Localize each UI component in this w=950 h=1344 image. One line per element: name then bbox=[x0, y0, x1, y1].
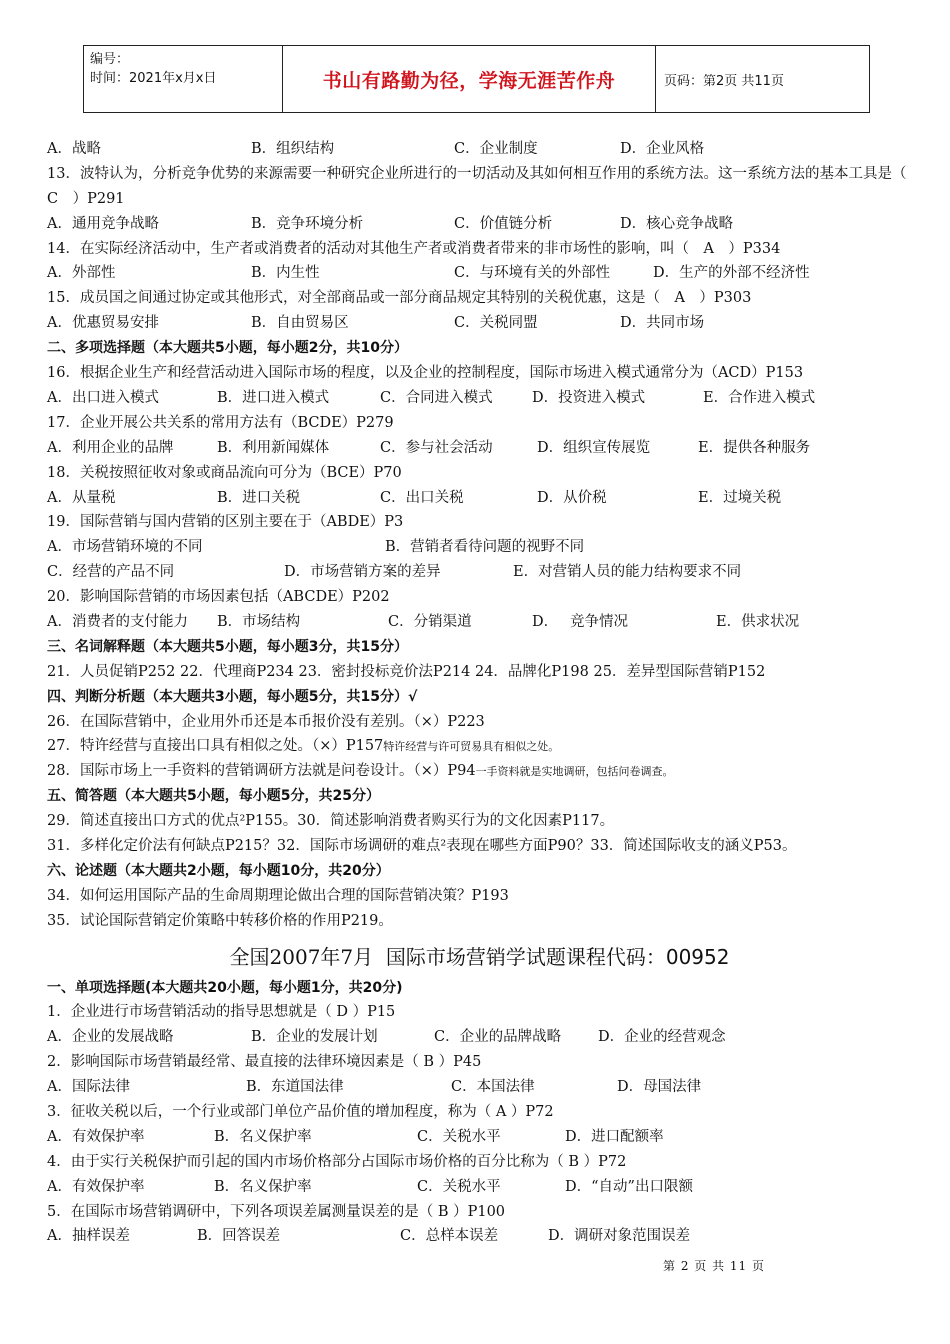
option-a: A．企业的发展战略 bbox=[47, 1029, 174, 1046]
option-c: C．价值链分析 bbox=[454, 215, 553, 232]
option-c: C．合同进入模式 bbox=[380, 389, 493, 406]
option-b: B．企业的发展计划 bbox=[251, 1029, 378, 1046]
option-row bbox=[47, 386, 912, 411]
question-21-25: 21．人员促销P252 22．代理商P234 23．密封投标竞价法P214 24．品牌化P198 25．差异型国际营销P152 bbox=[47, 663, 766, 680]
option-b: B．东道国法律 bbox=[246, 1079, 344, 1096]
option-b: B．利用新闻媒体 bbox=[217, 439, 330, 456]
option-a: A．利用企业的品牌 bbox=[47, 439, 174, 456]
option-a: A．通用竞争战略 bbox=[47, 215, 159, 232]
header-page-info: 页码：第2页 共11页 bbox=[664, 73, 784, 89]
option-row bbox=[47, 560, 912, 585]
option-c: C．关税同盟 bbox=[454, 315, 538, 332]
option-row bbox=[47, 1075, 912, 1100]
option-c: C．总样本误差 bbox=[400, 1228, 499, 1245]
option-row bbox=[47, 436, 912, 461]
section-heading: 二、多项选择题（本大题共5小题，每小题2分，共10分） bbox=[47, 340, 408, 357]
option-e: E．对营销人员的能力结构要求不同 bbox=[513, 564, 742, 581]
option-a: A．消费者的支付能力 bbox=[47, 613, 188, 630]
question-b3: 3．征收关税以后，一个行业或部门单位产品价值的增加程度，称为（ A ）P72 bbox=[47, 1103, 554, 1120]
option-a: A．外部性 bbox=[47, 265, 116, 282]
option-b: B．名义保护率 bbox=[214, 1128, 312, 1145]
question-28-text: 28．国际市场上一手资料的营销调研方法就是问卷设计。（×）P94 bbox=[47, 763, 476, 780]
option-row bbox=[47, 311, 912, 336]
option-d: D．投资进入模式 bbox=[532, 389, 646, 406]
option-a: A．从量税 bbox=[47, 489, 116, 506]
option-c: C．关税水平 bbox=[417, 1178, 501, 1195]
option-b: B．回答误差 bbox=[197, 1228, 281, 1245]
question-26: 26．在国际营销中，企业用外币还是本币报价没有差别。（×）P223 bbox=[47, 713, 485, 730]
section-heading: 四、判断分析题（本大题共3小题，每小题5分，共15分）√ bbox=[47, 688, 418, 705]
option-b: B．进口进入模式 bbox=[217, 389, 330, 406]
option-d: D．进口配额率 bbox=[565, 1128, 664, 1145]
option-row bbox=[47, 212, 912, 237]
option-d: D．“自动”出口限额 bbox=[565, 1178, 693, 1195]
question-b1: 1．企业进行市场营销活动的指导思想就是（ D ）P15 bbox=[47, 1004, 396, 1021]
option-d: D．生产的外部不经济性 bbox=[653, 265, 810, 282]
option-d: D．核心竞争战略 bbox=[620, 215, 734, 232]
option-d: D．企业的经营观念 bbox=[598, 1029, 726, 1046]
option-c: C．企业的品牌战略 bbox=[434, 1029, 562, 1046]
option-a: A．优惠贸易安排 bbox=[47, 315, 159, 332]
question-18: 18．关税按照征收对象或商品流向可分为（BCE）P70 bbox=[47, 464, 402, 481]
option-d: D．从价税 bbox=[537, 489, 607, 506]
question-13: 13．波特认为，分析竞争优势的来源需要一种研究企业所进行的一切活动及其如何相互作用的系统方法。这一系统方法的基本工具是（ C ）P291 bbox=[47, 165, 921, 207]
option-e: E．供求状况 bbox=[716, 613, 800, 630]
question-16: 16．根据企业生产和经营活动进入国际市场的程度，以及企业的控制程度，国际市场进入模式通常分为（ACD）P153 bbox=[47, 365, 804, 382]
option-e: E．提供各种服务 bbox=[698, 439, 811, 456]
option-d: D．母国法律 bbox=[617, 1079, 702, 1096]
question-28-note: 一手资料就是实地调研，包括问卷调查。 bbox=[475, 765, 674, 779]
header-motto: 书山有路勤为径，学海无涯苦作舟 bbox=[283, 46, 656, 112]
option-row bbox=[47, 610, 912, 635]
option-c: C．企业制度 bbox=[454, 141, 538, 157]
option-b: B．内生性 bbox=[251, 265, 320, 282]
option-b: B．进口关税 bbox=[217, 489, 301, 506]
option-row bbox=[47, 486, 912, 511]
option-row bbox=[47, 535, 912, 560]
question-b4: 4．由于实行关税保护而引起的国内市场价格部分占国际市场价格的百分比称为（ B ）P72 bbox=[47, 1153, 627, 1170]
option-row bbox=[47, 1175, 912, 1200]
header-meta bbox=[84, 46, 283, 112]
option-c: C．分销渠道 bbox=[388, 613, 472, 630]
option-c: C．本国法律 bbox=[451, 1079, 535, 1096]
time-label: 时间：2021年x月x日 bbox=[90, 71, 217, 86]
option-row bbox=[47, 1125, 912, 1150]
option-e: E．过境关税 bbox=[698, 489, 782, 506]
option-a: A．市场营销环境的不同 bbox=[47, 539, 203, 556]
option-row bbox=[47, 1025, 912, 1050]
option-b: B．名义保护率 bbox=[214, 1178, 312, 1195]
exam-title-name: 国际市场营销学试题课程代码：00952 bbox=[385, 944, 730, 969]
option-d: D．共同市场 bbox=[620, 315, 705, 332]
section-heading: 六、论述题（本大题共2小题，每小题10分，共20分） bbox=[47, 862, 390, 879]
option-b: B．竞争环境分析 bbox=[251, 215, 364, 232]
option-a: A．出口进入模式 bbox=[47, 389, 159, 406]
option-row bbox=[47, 261, 912, 286]
option-a: A．有效保护率 bbox=[47, 1128, 145, 1145]
question-34: 34．如何运用国际产品的生命周期理论做出合理的国际营销决策？P193 bbox=[47, 887, 509, 904]
number-label: 编号： bbox=[90, 52, 130, 67]
option-c: C．参与社会活动 bbox=[380, 439, 493, 456]
question-27-note: 特许经营与许可贸易具有相似之处。 bbox=[383, 740, 560, 754]
option-a: A．有效保护率 bbox=[47, 1178, 145, 1195]
option-c: C．关税水平 bbox=[417, 1128, 501, 1145]
option-c: C．出口关税 bbox=[380, 489, 464, 506]
option-e: E．合作进入模式 bbox=[703, 389, 816, 406]
option-row bbox=[47, 1224, 912, 1249]
option-b: B．营销者看待问题的视野不同 bbox=[385, 539, 585, 556]
question-15: 15．成员国之间通过协定或其他形式，对全部商品或一部分商品规定其特别的关税优惠，这是（ A ）P303 bbox=[47, 290, 752, 307]
option-d: D．调研对象范围误差 bbox=[548, 1228, 691, 1245]
option-c: C．与环境有关的外部性 bbox=[454, 265, 611, 282]
section-heading: 三、名词解释题（本大题共5小题，每小题3分，共15分） bbox=[47, 638, 408, 655]
page-footer: 第 2 页 共 11 页 bbox=[663, 1259, 765, 1273]
question-31-33: 31．多样化定价法有何缺点P215？32．国际市场调研的难点²表现在哪些方面P90？33．简述国际收支的涵义P53。 bbox=[47, 837, 797, 854]
exam-title-date: 全国2007年7月 bbox=[229, 944, 374, 969]
question-35: 35．试论国际营销定价策略中转移价格的作用P219。 bbox=[47, 912, 393, 929]
section-heading: 五、简答题（本大题共5小题，每小题5分，共25分） bbox=[47, 788, 380, 805]
option-a: A．抽样误差 bbox=[47, 1228, 130, 1245]
page-header bbox=[83, 45, 870, 113]
question-19: 19．国际营销与国内营销的区别主要在于（ABDE）P3 bbox=[47, 514, 404, 531]
question-17: 17．企业开展公共关系的常用方法有（BCDE）P279 bbox=[47, 414, 394, 431]
option-d: D．企业风格 bbox=[620, 141, 705, 157]
question-28 bbox=[47, 759, 912, 784]
section-heading: 一、单项选择题(本大题共20小题，每小题1分，共20分) bbox=[47, 979, 403, 996]
exam-title bbox=[47, 938, 912, 976]
question-b2: 2．影响国际市场营销最经常、最直接的法律环境因素是（ B ）P45 bbox=[47, 1054, 482, 1071]
question-14: 14．在实际经济活动中，生产者或消费者的活动对其他生产者或消费者带来的非市场性的影响，叫（ A ）P334 bbox=[47, 240, 781, 257]
option-d: D． 竞争情况 bbox=[532, 613, 628, 630]
option-b: B．市场结构 bbox=[217, 613, 301, 630]
question-20: 20．影响国际营销的市场因素包括（ABCDE）P202 bbox=[47, 589, 390, 606]
question-29-30: 29．简述直接出口方式的优点²P155。30．简述影响消费者购买行为的文化因素P117。 bbox=[47, 813, 615, 830]
option-b: B．自由贸易区 bbox=[251, 315, 349, 332]
question-27-text: 27．特许经营与直接出口具有相似之处。（×）P157 bbox=[47, 738, 384, 755]
question-27 bbox=[47, 734, 912, 759]
option-d: D．市场营销方案的差异 bbox=[284, 564, 441, 581]
option-c: C．经营的产品不同 bbox=[47, 564, 175, 581]
question-b5: 5．在国际市场营销调研中，下列各项误差属测量误差的是（ B ）P100 bbox=[47, 1203, 506, 1220]
option-row bbox=[47, 137, 912, 162]
option-b: B．组织结构 bbox=[251, 141, 335, 157]
option-d: D．组织宣传展览 bbox=[537, 439, 651, 456]
document-body bbox=[47, 137, 921, 1249]
option-a: A．国际法律 bbox=[47, 1079, 130, 1096]
option-a: A．战略 bbox=[47, 141, 101, 157]
